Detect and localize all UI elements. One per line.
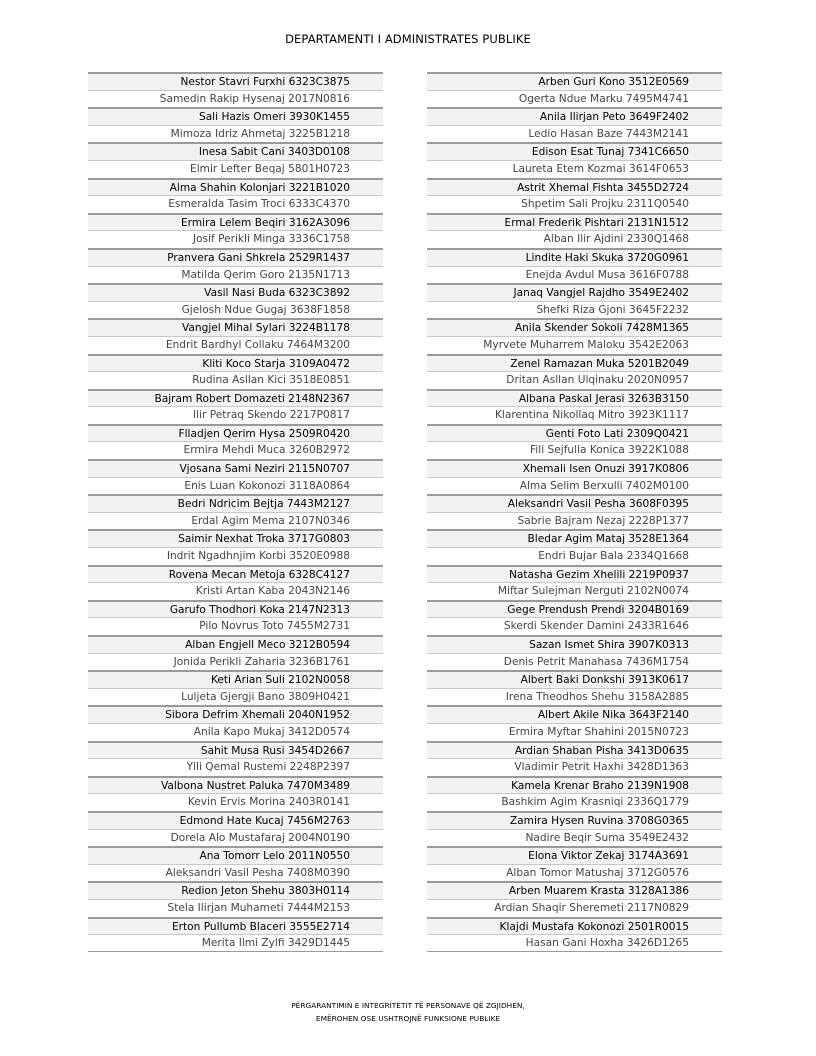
list-item: Josif Perikli Minga 3336C1758 [88,230,383,248]
list-item: Ermira Mehdi Muca 3260B2972 [88,441,383,459]
list-item: Dritan Asllan Ulqinaku 2020N0957 [427,371,722,389]
list-item: Sazan Ismet Shira 3907K0313 [427,635,722,653]
list-item: Kristi Artan Kaba 2043N2146 [88,582,383,600]
list-item: Redion Jeton Shehu 3803H0114 [88,881,383,899]
list-item: Indrit Ngadhnjim Korbi 3520E0988 [88,547,383,565]
list-item: Luljeta Gjergji Bano 3809H0421 [88,688,383,706]
list-item: Hasan Gani Hoxha 3426D1265 [427,934,722,952]
list-item: Zamira Hysen Ruvina 3708G0365 [427,811,722,829]
list-item: Vangjel Mihal Sylari 3224B1178 [88,318,383,336]
list-item: Alban Ilir Ajdini 2330Q1468 [427,230,722,248]
list-item: Rudina Asllan Kici 3518E0851 [88,371,383,389]
list-item: Bedri Ndricim Bejtja 7443M2127 [88,494,383,512]
list-item: Lindite Haki Skuka 3720G0961 [427,248,722,266]
list-item: Ardian Shaqir Sheremeti 2117N0829 [427,899,722,917]
list-item: Alban Tomor Matushaj 3712G0576 [427,864,722,882]
list-item: Sibora Defrim Xhemali 2040N1952 [88,705,383,723]
list-item: Aleksandri Vasil Pesha 7408M0390 [88,864,383,882]
list-item: Ermira Myftar Shahini 2015N0723 [427,723,722,741]
list-item: Matilda Qerim Goro 2135N1713 [88,266,383,284]
list-item: Keti Arian Suli 2102N0058 [88,670,383,688]
list-item: Denis Petrit Manahasa 7436M1754 [427,653,722,671]
list-item: Ogerta Ndue Marku 7495M4741 [427,90,722,108]
list-item: Arben Guri Kono 3512E0569 [427,72,722,90]
list-item: Natasha Gezim Xhelili 2219P0937 [427,565,722,583]
list-item: Flladjen Qerim Hysa 2509R0420 [88,424,383,442]
list-item: Mimoza Idriz Ahmetaj 3225B1218 [88,125,383,143]
list-item: Bashkim Agim Krasniqi 2336Q1779 [427,793,722,811]
list-item: Stela Ilirjan Muhameti 7444M2153 [88,899,383,917]
list-item: Nestor Stavri Furxhi 6323C3875 [88,72,383,90]
list-item: Xhemali Isen Onuzi 3917K0806 [427,459,722,477]
list-item: Aleksandri Vasil Pesha 3608F0395 [427,494,722,512]
list-item: Sabrie Bajram Nezaj 2228P1377 [427,512,722,530]
list-item: Klajdi Mustafa Kokonozi 2501R0015 [427,917,722,935]
list-item: Janaq Vangjel Rajdho 3549E2402 [427,283,722,301]
list-item: Gege Prendush Prendi 3204B0169 [427,600,722,618]
list-item: Sahit Musa Rusi 3454D2667 [88,741,383,759]
list-item: Sali Hazis Omeri 3930K1455 [88,107,383,125]
list-item: Zenel Ramazan Muka 5201B2049 [427,354,722,372]
list-item: Klarentina Nikollaq Mitro 3923K1117 [427,406,722,424]
list-item: Esmeralda Tasim Troci 6333C4370 [88,195,383,213]
list-item: Nadire Beqir Suma 3549E2432 [427,829,722,847]
list-item: Valbona Nustret Paluka 7470M3489 [88,776,383,794]
list-item: Ylli Qemal Rustemi 2248P2397 [88,758,383,776]
list-item: Kamela Krenar Braho 2139N1908 [427,776,722,794]
list-item: Genti Foto Lati 2309Q0421 [427,424,722,442]
list-item: Alban Engjell Meco 3212B0594 [88,635,383,653]
list-item: Endri Bujar Bala 2334Q1668 [427,547,722,565]
list-item: Enis Luan Kokonozi 3118A0864 [88,477,383,495]
list-item: Arben Muarem Krasta 3128A1386 [427,881,722,899]
list-item: Erton Pullumb Blaceri 3555E2714 [88,917,383,935]
footer-line-2: EMËROHEN OSE USHTROJNË FUNKSIONE PUBLIKE [315,1014,501,1023]
list-item: Anila Skender Sokoli 7428M1365 [427,318,722,336]
list-item: Enejda Avdul Musa 3616F0788 [427,266,722,284]
list-item: Skerdi Skender Damini 2433R1646 [427,617,722,635]
list-item: Jonida Perikli Zaharia 3236B1761 [88,653,383,671]
list-item: Garufo Thodhori Koka 2147N2313 [88,600,383,618]
list-item: Shpetim Sali Projku 2311Q0540 [427,195,722,213]
list-item: Saimir Nexhat Troka 3717G0803 [88,529,383,547]
list-item: Pilo Novrus Toto 7455M2731 [88,617,383,635]
list-item: Gjelosh Ndue Gugaj 3638F1858 [88,301,383,319]
list-item: Vasil Nasi Buda 6323C3892 [88,283,383,301]
list-item: Endrit Bardhyl Collaku 7464M3200 [88,336,383,354]
list-item: Ardian Shaban Pisha 3413D0635 [427,741,722,759]
list-item: Merita Ilmi Zylfi 3429D1445 [88,934,383,952]
list-item: Ilir Petraq Skendo 2217P0817 [88,406,383,424]
list-item: Shefki Riza Gjoni 3645F2232 [427,301,722,319]
list-item: Albert Akile Nika 3643F2140 [427,705,722,723]
list-item: Elmir Lefter Beqaj 5801H0723 [88,160,383,178]
list-item: Albana Paskal Jerasi 3263B3150 [427,389,722,407]
list-item: Laureta Etem Kozmai 3614F0653 [427,160,722,178]
list-item: Irena Theodhos Shehu 3158A2885 [427,688,722,706]
list-item: Alma Shahin Kolonjari 3221B1020 [88,178,383,196]
list-item: Alma Selim Berxulli 7402M0100 [427,477,722,495]
list-item: Edison Esat Tunaj 7341C6650 [427,142,722,160]
list-item: Ledio Hasan Baze 7443M2141 [427,125,722,143]
list-item: Anila Ilirjan Peto 3649F2402 [427,107,722,125]
list-item: Ana Tomorr Lelo 2011N0550 [88,846,383,864]
list-item: Astrit Xhemal Fishta 3455D2724 [427,178,722,196]
list-item: Elona Viktor Zekaj 3174A3691 [427,846,722,864]
list-item: Edmond Hate Kucaj 7456M2763 [88,811,383,829]
list-item: Inesa Sabit Cani 3403D0108 [88,142,383,160]
right-name-list [427,72,722,952]
list-item: Kevin Ervis Morina 2403R0141 [88,793,383,811]
list-item: Vladimir Petrit Haxhi 3428D1363 [427,758,722,776]
list-item: Kliti Koco Starja 3109A0472 [88,354,383,372]
list-item: Bledar Agim Mataj 3528E1364 [427,529,722,547]
list-item: Vjosana Sami Neziri 2115N0707 [88,459,383,477]
list-item: Bajram Robert Domazeti 2148N2367 [88,389,383,407]
list-item: Fili Sejfulla Konica 3922K1088 [427,441,722,459]
list-item: Pranvera Gani Shkrela 2529R1437 [88,248,383,266]
list-item: Myrvete Muharrem Maloku 3542E2063 [427,336,722,354]
list-item: Rovena Mecan Metoja 6328C4127 [88,565,383,583]
list-item: Samedin Rakip Hysenaj 2017N0816 [88,90,383,108]
list-item: Ermira Lelem Beqiri 3162A3096 [88,213,383,231]
list-item: Erdal Agim Mema 2107N0346 [88,512,383,530]
list-item: Ermal Frederik Pishtari 2131N1512 [427,213,722,231]
list-item: Albert Baki Donkshi 3913K0617 [427,670,722,688]
left-name-list [88,72,383,952]
list-item: Dorela Alo Mustafaraj 2004N0190 [88,829,383,847]
list-item: Miftar Sulejman Nerguti 2102N0074 [427,582,722,600]
footer-line-1: PËRGARANTIMIN E INTEGRITETIT TË PERSONAVE QË ZGJIDHEN, [291,1001,525,1010]
page-footer [0,999,816,1025]
page-title: DEPARTAMENTI I ADMINISTRATES PUBLIKE [285,32,531,46]
list-item: Anila Kapo Mukaj 3412D0574 [88,723,383,741]
